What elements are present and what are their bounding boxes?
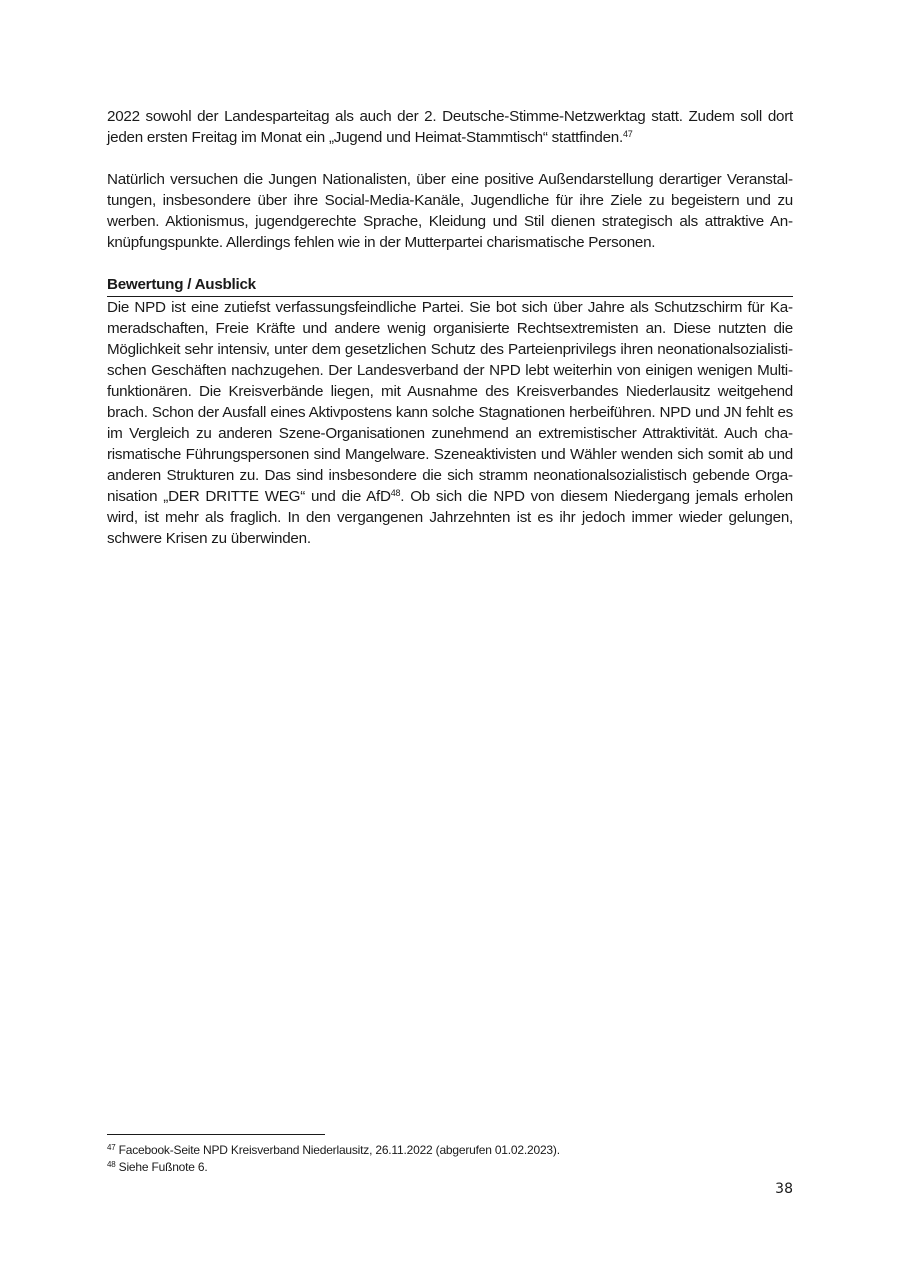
paragraph-3 [107,297,793,549]
paragraph-1 [107,106,793,148]
paragraph-3-text-before: Die NPD ist eine zutiefst verfassungsfeindliche Partei. Sie bot sich über Jahre als Schutzschirm für Kameradschaften, Freie Kräfte und andere wenig organisierte Rechtsextremisten an. Diese nutzten die Möglichkeit sehr intensiv, unter dem gesetzlichen Schutz des Parteienprivilegs ihren neonationalsozialistischen Geschäften nachzugehen. Der Landesverband der NPD lebt weiterhin von einigen wenigen Multifunktionären. Die Kreisverbände liegen, mit Ausnahme des Kreisverbandes Niederlausitz weitgehend brach. Schon der Ausfall eines Aktivpostens kann solche Stagnationen herbeiführen. NPD und JN fehlt es im Vergleich zu anderen Szene-Organisationen zunehmend an extremistischer Attraktivität. Auch charismatische Führungspersonen sind Mangelware. Szeneaktivisten und Wähler wenden sich somit ab und anderen Strukturen zu. Das sind insbesondere die sich stramm neonationalsozialistisch gebende Organisation „DER DRITTE WEG“ und die AfD [107,299,793,505]
page-number: 38 [775,1181,793,1197]
footnote-47 [107,1142,793,1159]
footnote-text: Siehe Fußnote 6. [115,1160,208,1174]
paragraph-1-text: 2022 sowohl der Landesparteitag als auch der 2. Deutsche-Stimme-Netzwerktag statt. Zudem soll dort jeden ersten Freitag im Monat ein „Jugend und Heimat-Stammtisch“ stattfinden. [107,108,793,146]
paragraph-3-text-after: . Ob sich die NPD von diesem Niedergang jemals erholen wird, ist mehr als fraglich. In den vergangenen Jahrzehnten ist es ihr jedoch immer wieder gelungen, schwere Krisen zu überwinden. [107,488,793,547]
footnote-number: 48 [107,1160,116,1169]
section-heading: Bewertung / Ausblick [107,274,793,297]
footnote-separator [107,1134,325,1135]
footnote-text: Facebook-Seite NPD Kreisverband Niederlausitz, 26.11.2022 (abgerufen 01.02.2023). [115,1143,560,1157]
footnotes [107,1142,793,1176]
footnote-ref-48[interactable]: 48 [390,488,401,498]
footnote-ref-47[interactable]: 47 [622,129,633,139]
footnote-number: 47 [107,1143,116,1152]
paragraph-2: Natürlich versuchen die Jungen Nationalisten, über eine positive Außendarstellung derartiger Veranstaltungen, insbesondere über ihre Social-Media-Kanäle, Jugendliche für ihre Ziele zu begeistern und zu werben. Aktionismus, jugendgerechte Sprache, Kleidung und Stil dienen strategisch als attraktive Anknüpfungspunkte. Allerdings fehlen wie in der Mutterpartei charismatische Personen. [107,171,793,251]
main-text [107,106,793,549]
footnote-48 [107,1159,793,1176]
